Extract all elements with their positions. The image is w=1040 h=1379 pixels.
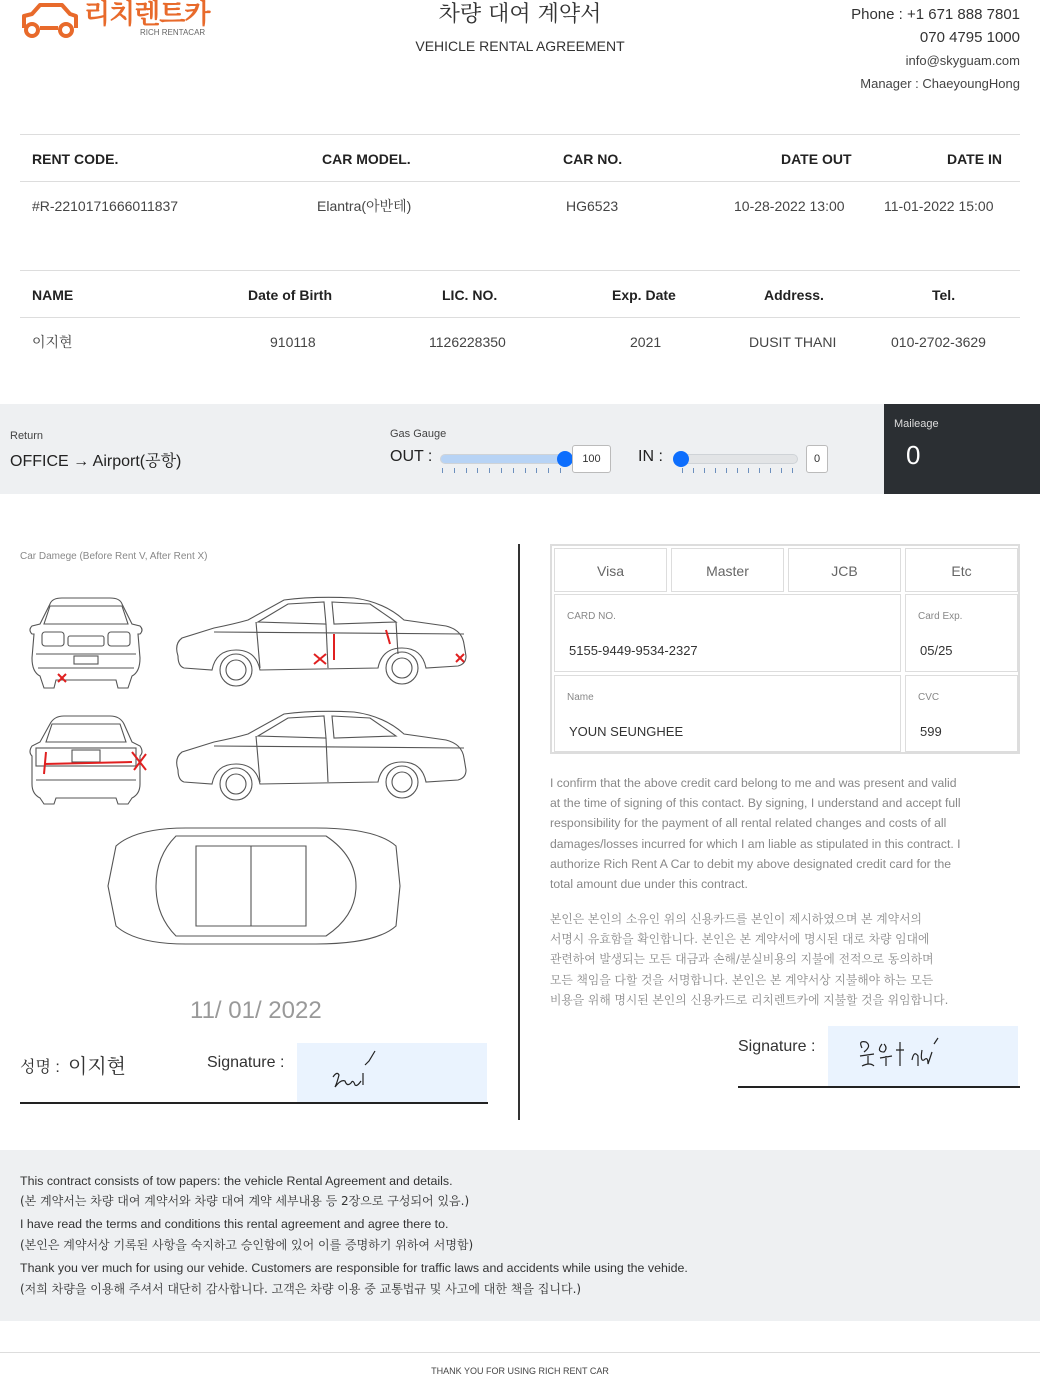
- mileage-label: Maileage: [894, 418, 939, 430]
- slider-tick: [489, 468, 490, 473]
- header-exp-date: Exp. Date: [612, 287, 676, 303]
- rental-table-row: [20, 182, 1020, 230]
- consent-line: 서명시 유효함을 확인합니다. 본인은 본 계약서에 명시된 대로 차량 임대에: [550, 932, 930, 947]
- handwritten-signature-icon: [297, 1043, 487, 1102]
- slider-tick: [748, 468, 749, 473]
- customer-signature-box[interactable]: [297, 1043, 487, 1102]
- damage-mark-rear-right: [132, 752, 146, 770]
- customer-table-header: [20, 270, 1020, 318]
- brand-text: 리치렌트카: [84, 0, 210, 30]
- damage-mark-side-rear-door: [386, 630, 390, 644]
- date-in-value: 11-01-2022 15:00: [884, 198, 994, 214]
- slider-tick: [454, 468, 455, 473]
- signature-label: Signature :: [207, 1054, 285, 1071]
- car-top-view: [108, 828, 400, 944]
- cardholder-name-value: YOUN SEUNGHEE: [569, 724, 684, 739]
- cardholder-signature-row: [738, 1026, 1020, 1088]
- car-damage-label: Car Damege (Before Rent V, After Rent X): [20, 551, 208, 562]
- mileage-value[interactable]: 0: [906, 440, 921, 470]
- date-out-value: 10-28-2022 13:00: [734, 198, 845, 214]
- card-type-etc[interactable]: Etc: [905, 548, 1018, 592]
- slider-tick: [548, 468, 549, 473]
- slider-tick: [726, 468, 727, 473]
- slider-tick: [560, 468, 561, 473]
- terms-line: (저희 차량을 이용해 주셔서 대단히 감사합니다. 고객은 차량 이용 중 교통법규 및 사고에 대한 책을 집니다.): [20, 1282, 582, 1296]
- footer-divider: [0, 1352, 1040, 1353]
- header-address: Address.: [764, 287, 824, 303]
- exp-date-value: 2021: [630, 334, 662, 350]
- slider-tick: [715, 468, 716, 473]
- slider-tick: [682, 468, 683, 473]
- header-name: NAME: [32, 287, 74, 303]
- signature-label: Signature :: [738, 1038, 816, 1055]
- header-date-of-birth: Date of Birth: [248, 287, 332, 303]
- consent-line: damages/losses incurred for which I am liable as stipulated in this contract. I: [550, 836, 961, 851]
- rental-table: [20, 134, 1020, 230]
- slider-tick: [759, 468, 760, 473]
- card-number-field[interactable]: [554, 594, 901, 672]
- slider-tick: [770, 468, 771, 473]
- consent-line: 비용을 위해 명시된 본인의 신용카드로 리치렌트카에 지불할 것을 위임합니다.: [550, 992, 949, 1007]
- customer-name-value: 이지현: [32, 334, 73, 350]
- consent-line: responsibility for the payment of all rental related changes and costs of all: [550, 816, 947, 831]
- consent-line: 본인은 본인의 소유인 위의 신용카드를 본인이 제시하였으며 본 계약서의: [550, 912, 922, 926]
- gas-in-slider[interactable]: [680, 454, 798, 464]
- cardholder-name-field[interactable]: [554, 675, 901, 752]
- gas-out-value[interactable]: 100: [572, 445, 611, 473]
- car-no-value: HG6523: [566, 198, 619, 214]
- customer-table: [20, 270, 1020, 366]
- contract-date: 11/ 01/ 2022: [190, 997, 322, 1024]
- header-rent-code: RENT CODE.: [32, 151, 119, 167]
- car-model-value: Elantra(아반테): [317, 198, 412, 214]
- email-address: info@skyguam.com: [905, 53, 1020, 68]
- mileage-panel: [884, 404, 1040, 494]
- gas-in-label: IN :: [638, 448, 663, 465]
- gas-in-ticks: [682, 468, 792, 474]
- rent-code-value: #R-2210171666011837: [32, 198, 179, 214]
- header-car-model: CAR MODEL.: [322, 151, 411, 167]
- gas-gauge-label: Gas Gauge: [390, 428, 447, 440]
- damage-mark-front-left: [58, 674, 66, 682]
- return-label: Return: [10, 430, 44, 442]
- address-value: DUSIT THANI: [749, 334, 837, 350]
- consent-line: 관련하여 발생되는 모든 대금과 손해/분실비용의 지불에 전적으로 동의하며: [550, 952, 934, 967]
- gas-in-slider-handle[interactable]: [673, 451, 689, 467]
- handwritten-signature-icon: [828, 1026, 1018, 1086]
- terms-section: [0, 1150, 1040, 1321]
- slider-tick: [477, 468, 478, 473]
- name-value: 이지현: [68, 1056, 126, 1078]
- damage-mark-rear-bumper: [44, 762, 132, 764]
- document-title-korean: 차량 대여 계약서: [438, 2, 602, 27]
- card-cvc-value: 599: [920, 724, 942, 739]
- contact-info: [851, 3, 1020, 95]
- car-front-view: [30, 598, 142, 688]
- section-divider: [518, 544, 520, 1120]
- card-number-value: 5155-9449-9534-2327: [569, 643, 698, 658]
- terms-line: (본인은 계약서상 기록된 사항을 숙지하고 승인함에 있어 이를 증명하기 위하여 서명함): [20, 1238, 474, 1252]
- slider-tick: [513, 468, 514, 473]
- card-cvc-label: CVC: [918, 692, 940, 703]
- return-value: OFFICE → Airport(공항): [10, 453, 182, 470]
- header-tel: Tel.: [932, 287, 956, 303]
- car-rear-view: [30, 716, 142, 804]
- damage-mark-side-bumper: [456, 654, 464, 662]
- consent-line: total amount due under this contract.: [550, 877, 748, 892]
- consent-line: 모든 책임을 다할 것을 서명합니다. 본인은 본 계약서상 지불해야 하는 모든: [550, 972, 934, 987]
- card-exp-field[interactable]: [905, 594, 1018, 672]
- damage-mark-side-rear: [314, 654, 326, 664]
- header-license-no: LIC. NO.: [442, 287, 498, 303]
- header-date-out: DATE OUT: [781, 151, 852, 167]
- consent-line: authorize Rich Rent A Car to debit my above designated credit card for the: [550, 856, 952, 871]
- cardholder-signature-box[interactable]: [828, 1026, 1018, 1086]
- slider-tick: [792, 468, 793, 473]
- customer-signature-row: [20, 1040, 488, 1104]
- consent-line: I confirm that the above credit card belong to me and was present and valid: [550, 776, 957, 790]
- card-exp-label: Card Exp.: [918, 611, 963, 622]
- car-side-view-left: [177, 711, 466, 800]
- slider-tick: [781, 468, 782, 473]
- terms-line: I have read the terms and conditions this rental agreement and agree there to.: [20, 1217, 449, 1231]
- terms-line: This contract consists of tow papers: the vehicle Rental Agreement and details.: [20, 1174, 453, 1188]
- document-title-english: VEHICLE RENTAL AGREEMENT: [415, 38, 625, 54]
- tel-value: 010-2702-3629: [891, 334, 986, 350]
- license-no-value: 1126228350: [429, 334, 506, 350]
- car-side-view-right: [177, 597, 466, 686]
- date-of-birth-value: 910118: [270, 334, 316, 350]
- slider-tick: [693, 468, 694, 473]
- gas-out-slider[interactable]: [440, 454, 566, 464]
- name-label: 성명 :: [20, 1059, 60, 1076]
- brand-subtitle: RICH RENTACAR: [140, 28, 206, 37]
- rental-table-header: [20, 134, 1020, 182]
- car-damage-diagram[interactable]: [28, 590, 478, 950]
- header-date-in: DATE IN: [947, 151, 1002, 167]
- slider-tick: [704, 468, 705, 473]
- slider-tick: [737, 468, 738, 473]
- credit-card-table: [550, 544, 1020, 754]
- phone-number-2: 070 4795 1000: [919, 29, 1020, 46]
- consent-text-korean: [550, 909, 1020, 1010]
- slider-tick: [536, 468, 537, 473]
- card-type-jcb[interactable]: JCB: [788, 548, 901, 592]
- slider-tick: [442, 468, 443, 473]
- card-number-label: CARD NO.: [567, 611, 616, 622]
- phone-number: Phone : +1 671 888 7801: [851, 6, 1020, 23]
- gas-out-ticks: [442, 468, 560, 474]
- slider-tick: [501, 468, 502, 473]
- card-cvc-field[interactable]: [905, 675, 1018, 752]
- terms-line: Thank you ver much for using our vehide. Customers are responsible for traffic laws and accidents while using the vehide.: [20, 1261, 688, 1275]
- card-type-visa[interactable]: Visa: [554, 548, 667, 592]
- card-type-master[interactable]: Master: [671, 548, 784, 592]
- slider-tick: [525, 468, 526, 473]
- footer-thanks: THANK YOU FOR USING RICH RENT CAR: [431, 1366, 609, 1376]
- gas-out-fill: [441, 455, 565, 463]
- consent-text-english: [550, 773, 1020, 894]
- gas-out-slider-handle[interactable]: [557, 451, 573, 467]
- card-exp-value: 05/25: [920, 643, 953, 658]
- return-gas-bar: [0, 404, 884, 494]
- slider-tick: [466, 468, 467, 473]
- terms-line: (본 계약서는 차량 대여 계약서와 차량 대여 계약 세부내용 등 2장으로 구성되어 있음.): [20, 1194, 470, 1208]
- manager-name: Manager : ChaeyoungHong: [860, 76, 1020, 91]
- consent-line: at the time of signing of this contact. By signing, I understand and accept full: [550, 796, 961, 811]
- header-car-no: CAR NO.: [563, 151, 623, 167]
- customer-table-row: [20, 318, 1020, 366]
- gas-in-value[interactable]: 0: [806, 445, 828, 473]
- cardholder-name-label: Name: [567, 692, 594, 703]
- gas-out-label: OUT :: [390, 448, 433, 465]
